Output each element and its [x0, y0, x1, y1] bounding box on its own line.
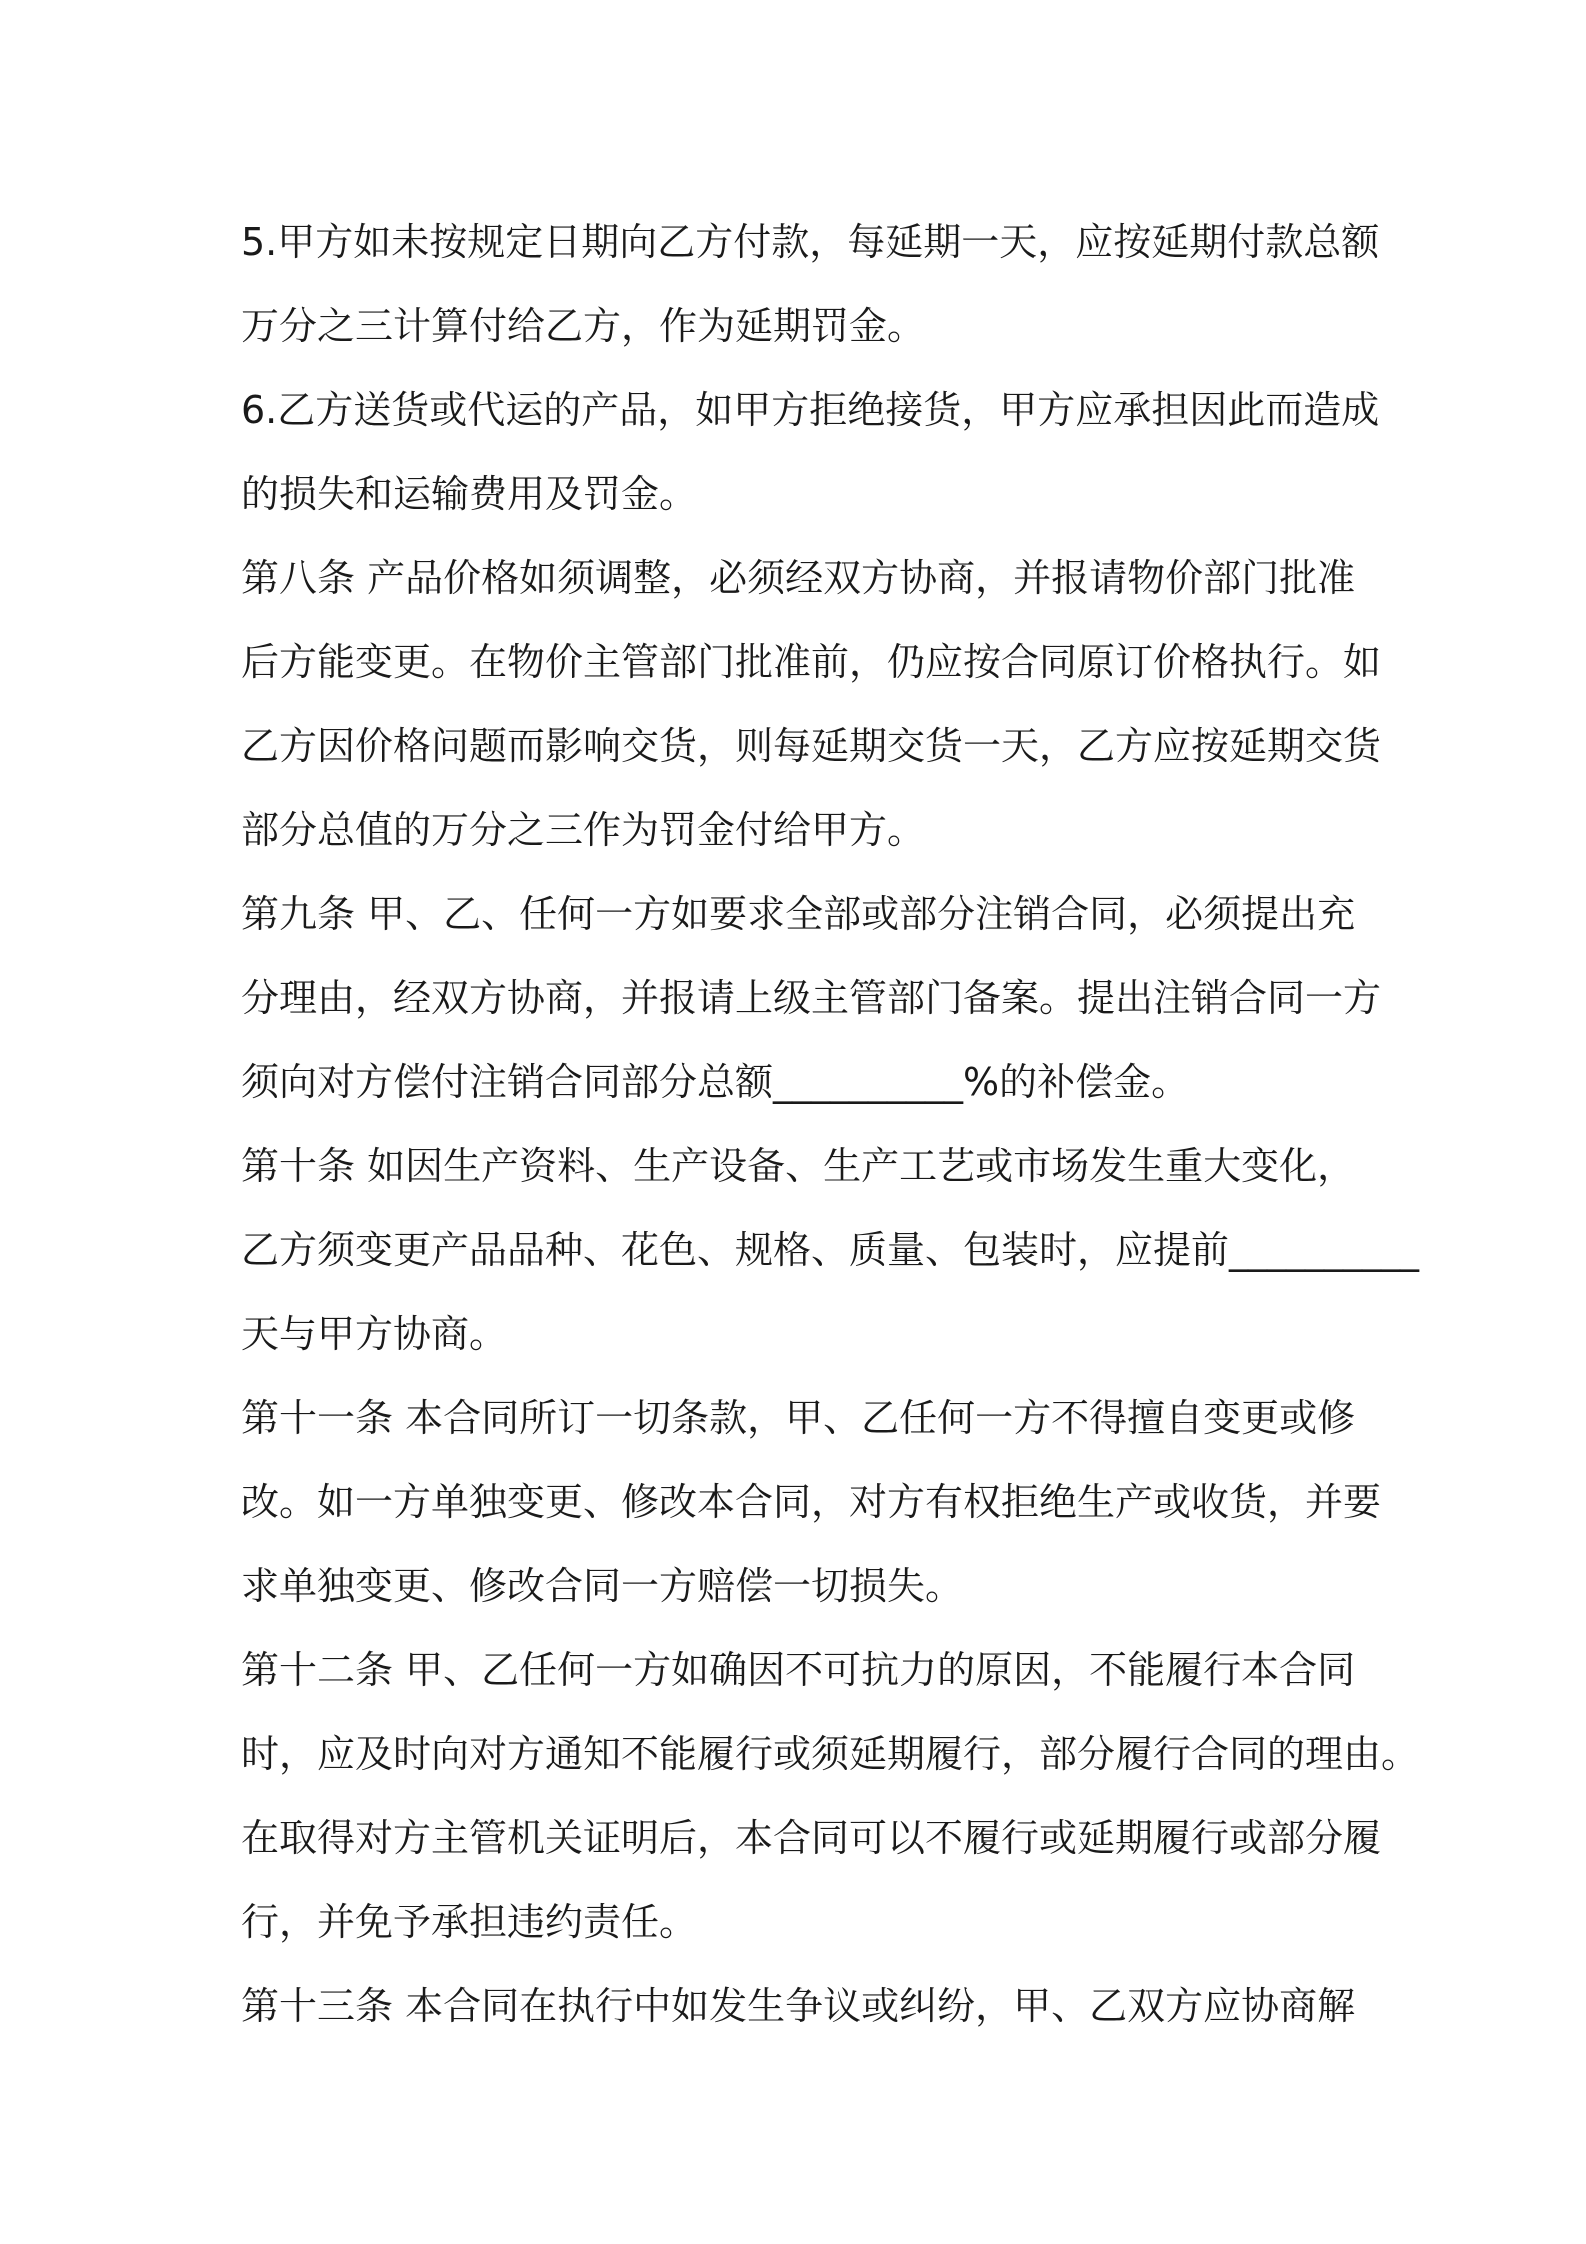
text-line: 乙方因价格问题而影响交货，则每延期交货一天，乙方应按延期交货: [241, 724, 1382, 768]
document-page: [241, 200, 1420, 2048]
text-line: 第十二条 甲、乙任何一方如确因不可抗力的原因，不能履行本合同: [241, 1648, 1356, 1692]
text-line: 时，应及时向对方通知不能履行或须延期履行，部分履行合同的理由。: [241, 1732, 1420, 1776]
text-line: 天与甲方协商。: [241, 1312, 508, 1356]
text-line: 须向对方偿付注销合同部分总额__________%的补偿金。: [241, 1060, 1190, 1104]
text-line: 分理由，经双方协商，并报请上级主管部门备案。提出注销合同一方: [241, 976, 1382, 1020]
text-line: 第八条 产品价格如须调整，必须经双方协商，并报请物价部门批准: [241, 556, 1356, 600]
text-line: 第十三条 本合同在执行中如发生争议或纠纷，甲、乙双方应协商解: [241, 1984, 1356, 2028]
text-line: 第十条 如因生产资料、生产设备、生产工艺或市场发生重大变化，: [241, 1144, 1356, 1188]
text-line: 改。如一方单独变更、修改本合同，对方有权拒绝生产或收货，并要: [241, 1480, 1382, 1524]
text-line: 万分之三计算付给乙方，作为延期罚金。: [241, 304, 926, 348]
text-line: 6.乙方送货或代运的产品，如甲方拒绝接货，甲方应承担因此而造成: [241, 388, 1380, 432]
text-line: 的损失和运输费用及罚金。: [241, 472, 698, 516]
text-line: 第九条 甲、乙、任何一方如要求全部或部分注销合同，必须提出充: [241, 892, 1356, 936]
text-line: 行，并免予承担违约责任。: [241, 1900, 698, 1944]
text-line: 乙方须变更产品品种、花色、规格、质量、包装时，应提前__________: [241, 1228, 1420, 1272]
text-line: 5.甲方如未按规定日期向乙方付款，每延期一天，应按延期付款总额: [241, 220, 1380, 264]
text-line: 在取得对方主管机关证明后，本合同可以不履行或延期履行或部分履: [241, 1816, 1382, 1860]
text-line: 求单独变更、修改合同一方赔偿一切损失。: [241, 1564, 964, 1608]
text-line: 第十一条 本合同所订一切条款，甲、乙任何一方不得擅自变更或修: [241, 1396, 1356, 1440]
text-line: 后方能变更。在物价主管部门批准前，仍应按合同原订价格执行。如: [241, 640, 1382, 684]
text-line: 部分总值的万分之三作为罚金付给甲方。: [241, 808, 926, 852]
